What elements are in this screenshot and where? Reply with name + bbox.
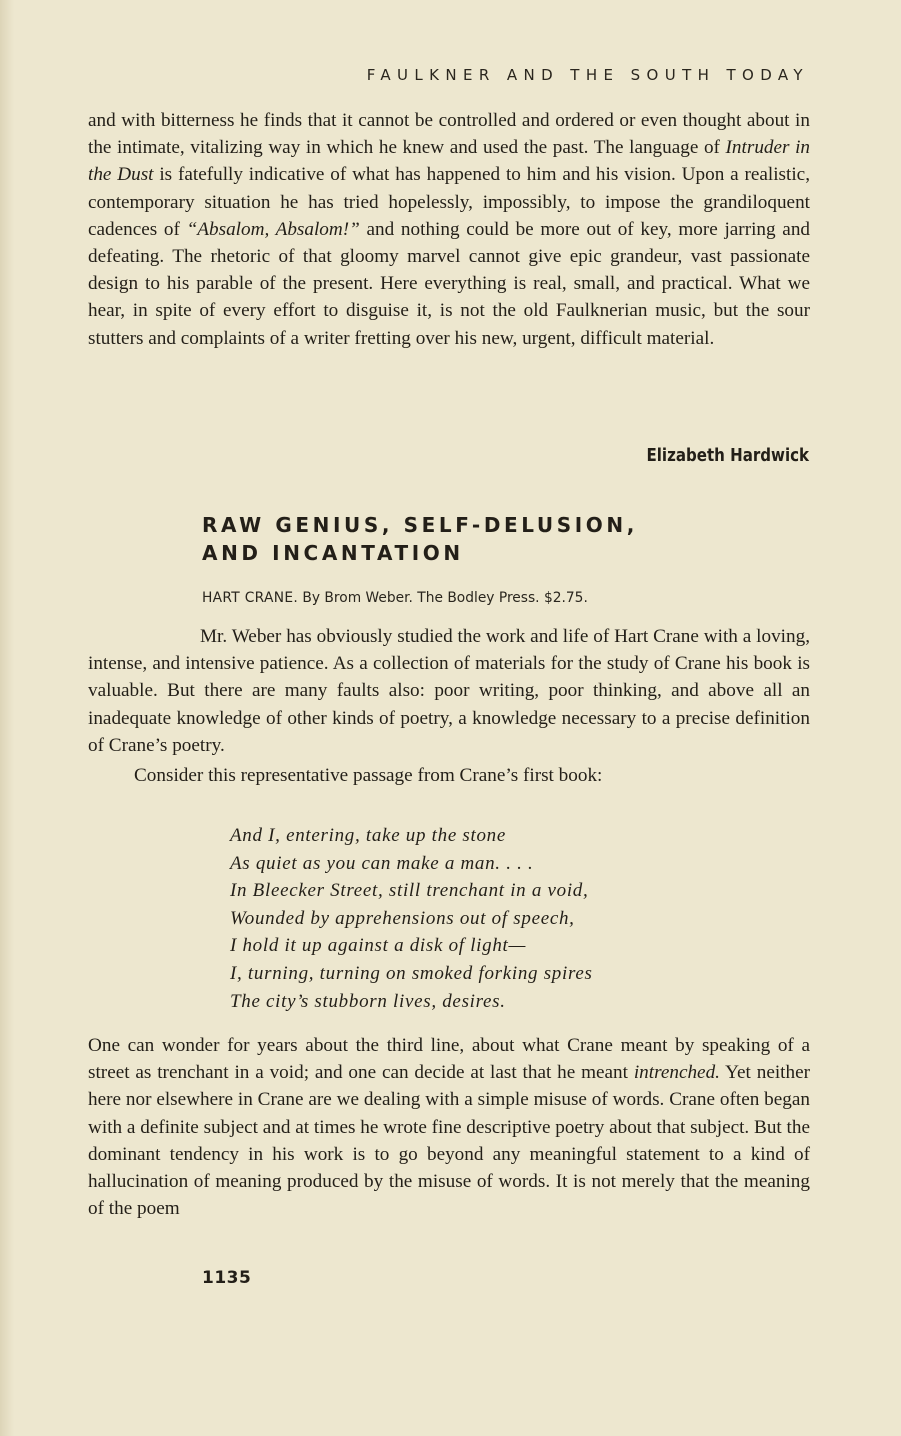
- section-heading: [202, 511, 638, 567]
- paragraph-4: [88, 1032, 810, 1222]
- poem-line: The city’s stubborn lives, desires.: [230, 990, 506, 1012]
- paragraph-3: Consider this representative passage from Crane’s first book:: [134, 765, 603, 786]
- poem-line: And I, entering, take up the stone: [230, 825, 507, 846]
- paragraph-2: Mr. Weber has obviously studied the work and life of Hart Crane with a loving, intense, and intensive patience. As a collection of materials for the study of Crane his book is valuable. But there are many faults also: poor writing, poor thinking, and above all an inadequate knowledge of other kinds of poetry, a knowledge necessary to a precise definition of Crane’s poetry.: [88, 626, 810, 756]
- book-title-intruder: Intruder in the Dust: [88, 137, 810, 186]
- poem-line: In Bleecker Street, still trenchant in a void,: [230, 880, 589, 902]
- author-signature: Elizabeth Hardwick: [646, 446, 809, 466]
- paragraph-1-text-a: and with bitterness he finds that it cannot be controlled and ordered or even thought about in the intimate, vitalizing way in which he knew and used the past. The language of: [88, 110, 810, 159]
- section-heading-line-1: RAW GENIUS, SELF-DELUSION,: [202, 513, 638, 537]
- reviewed-book-title: HART CRANE.: [202, 590, 299, 606]
- reviewed-book-details: By Brom Weber. The Bodley Press. $2.75.: [298, 590, 588, 606]
- section-heading-line-2: AND INCANTATION: [202, 541, 464, 565]
- poem-excerpt: [230, 822, 593, 1015]
- paragraph-4-text-b: Yet neither here nor elsewhere in Crane are we dealing with a simple misuse of words. Crane often began with a definite subject and at times he wrote fine descriptive poetry about that subject. But the dominant tendency in his work is to go beyond any meaningful statement to a kind of hallucination of meaning produced by the misuse of words. It is not merely that the meaning of the poem: [88, 1062, 810, 1220]
- poem-line: I hold it up against a disk of light—: [230, 935, 527, 957]
- paragraph-4-text-a: One can wonder for years about the third line, about what Crane meant by speaking of a street as trenchant in a void; and one can decide at last that he meant: [88, 1035, 810, 1084]
- paragraph-1: [88, 107, 810, 352]
- emphasized-word: intrenched.: [633, 1062, 720, 1084]
- poem-line: I, turning, turning on smoked forking spires: [230, 962, 593, 984]
- review-citation: [202, 590, 588, 606]
- page-edge-shading: [0, 0, 14, 1436]
- book-title-absalom: “Absalom, Absalom!”: [186, 218, 360, 240]
- poem-line: Wounded by apprehensions out of speech,: [230, 907, 575, 929]
- paragraph-1-text-c: and nothing could be more out of key, more jarring and defeating. The rhetoric of that gloomy marvel cannot give epic grandeur, vast passionate design to his parable of the present. Here everything is real, small, and practical. What we hear, in spite of every effort to disguise it, is not the old Faulknerian music, but the sour stutters and complaints of a writer fretting over his new, urgent, difficult material.: [88, 218, 811, 349]
- poem-line: As quiet as you can make a man. . . .: [230, 852, 534, 874]
- paragraph-1-text-b: is fatefully indicative of what has happened to him and his vision. Upon a realistic, contemporary situation he has tried hopelessly, impossibly, to impose the grandiloquent cadences of: [88, 164, 810, 240]
- running-head: FAULKNER AND THE SOUTH TODAY: [366, 66, 809, 84]
- page-number: 1135: [202, 1268, 252, 1288]
